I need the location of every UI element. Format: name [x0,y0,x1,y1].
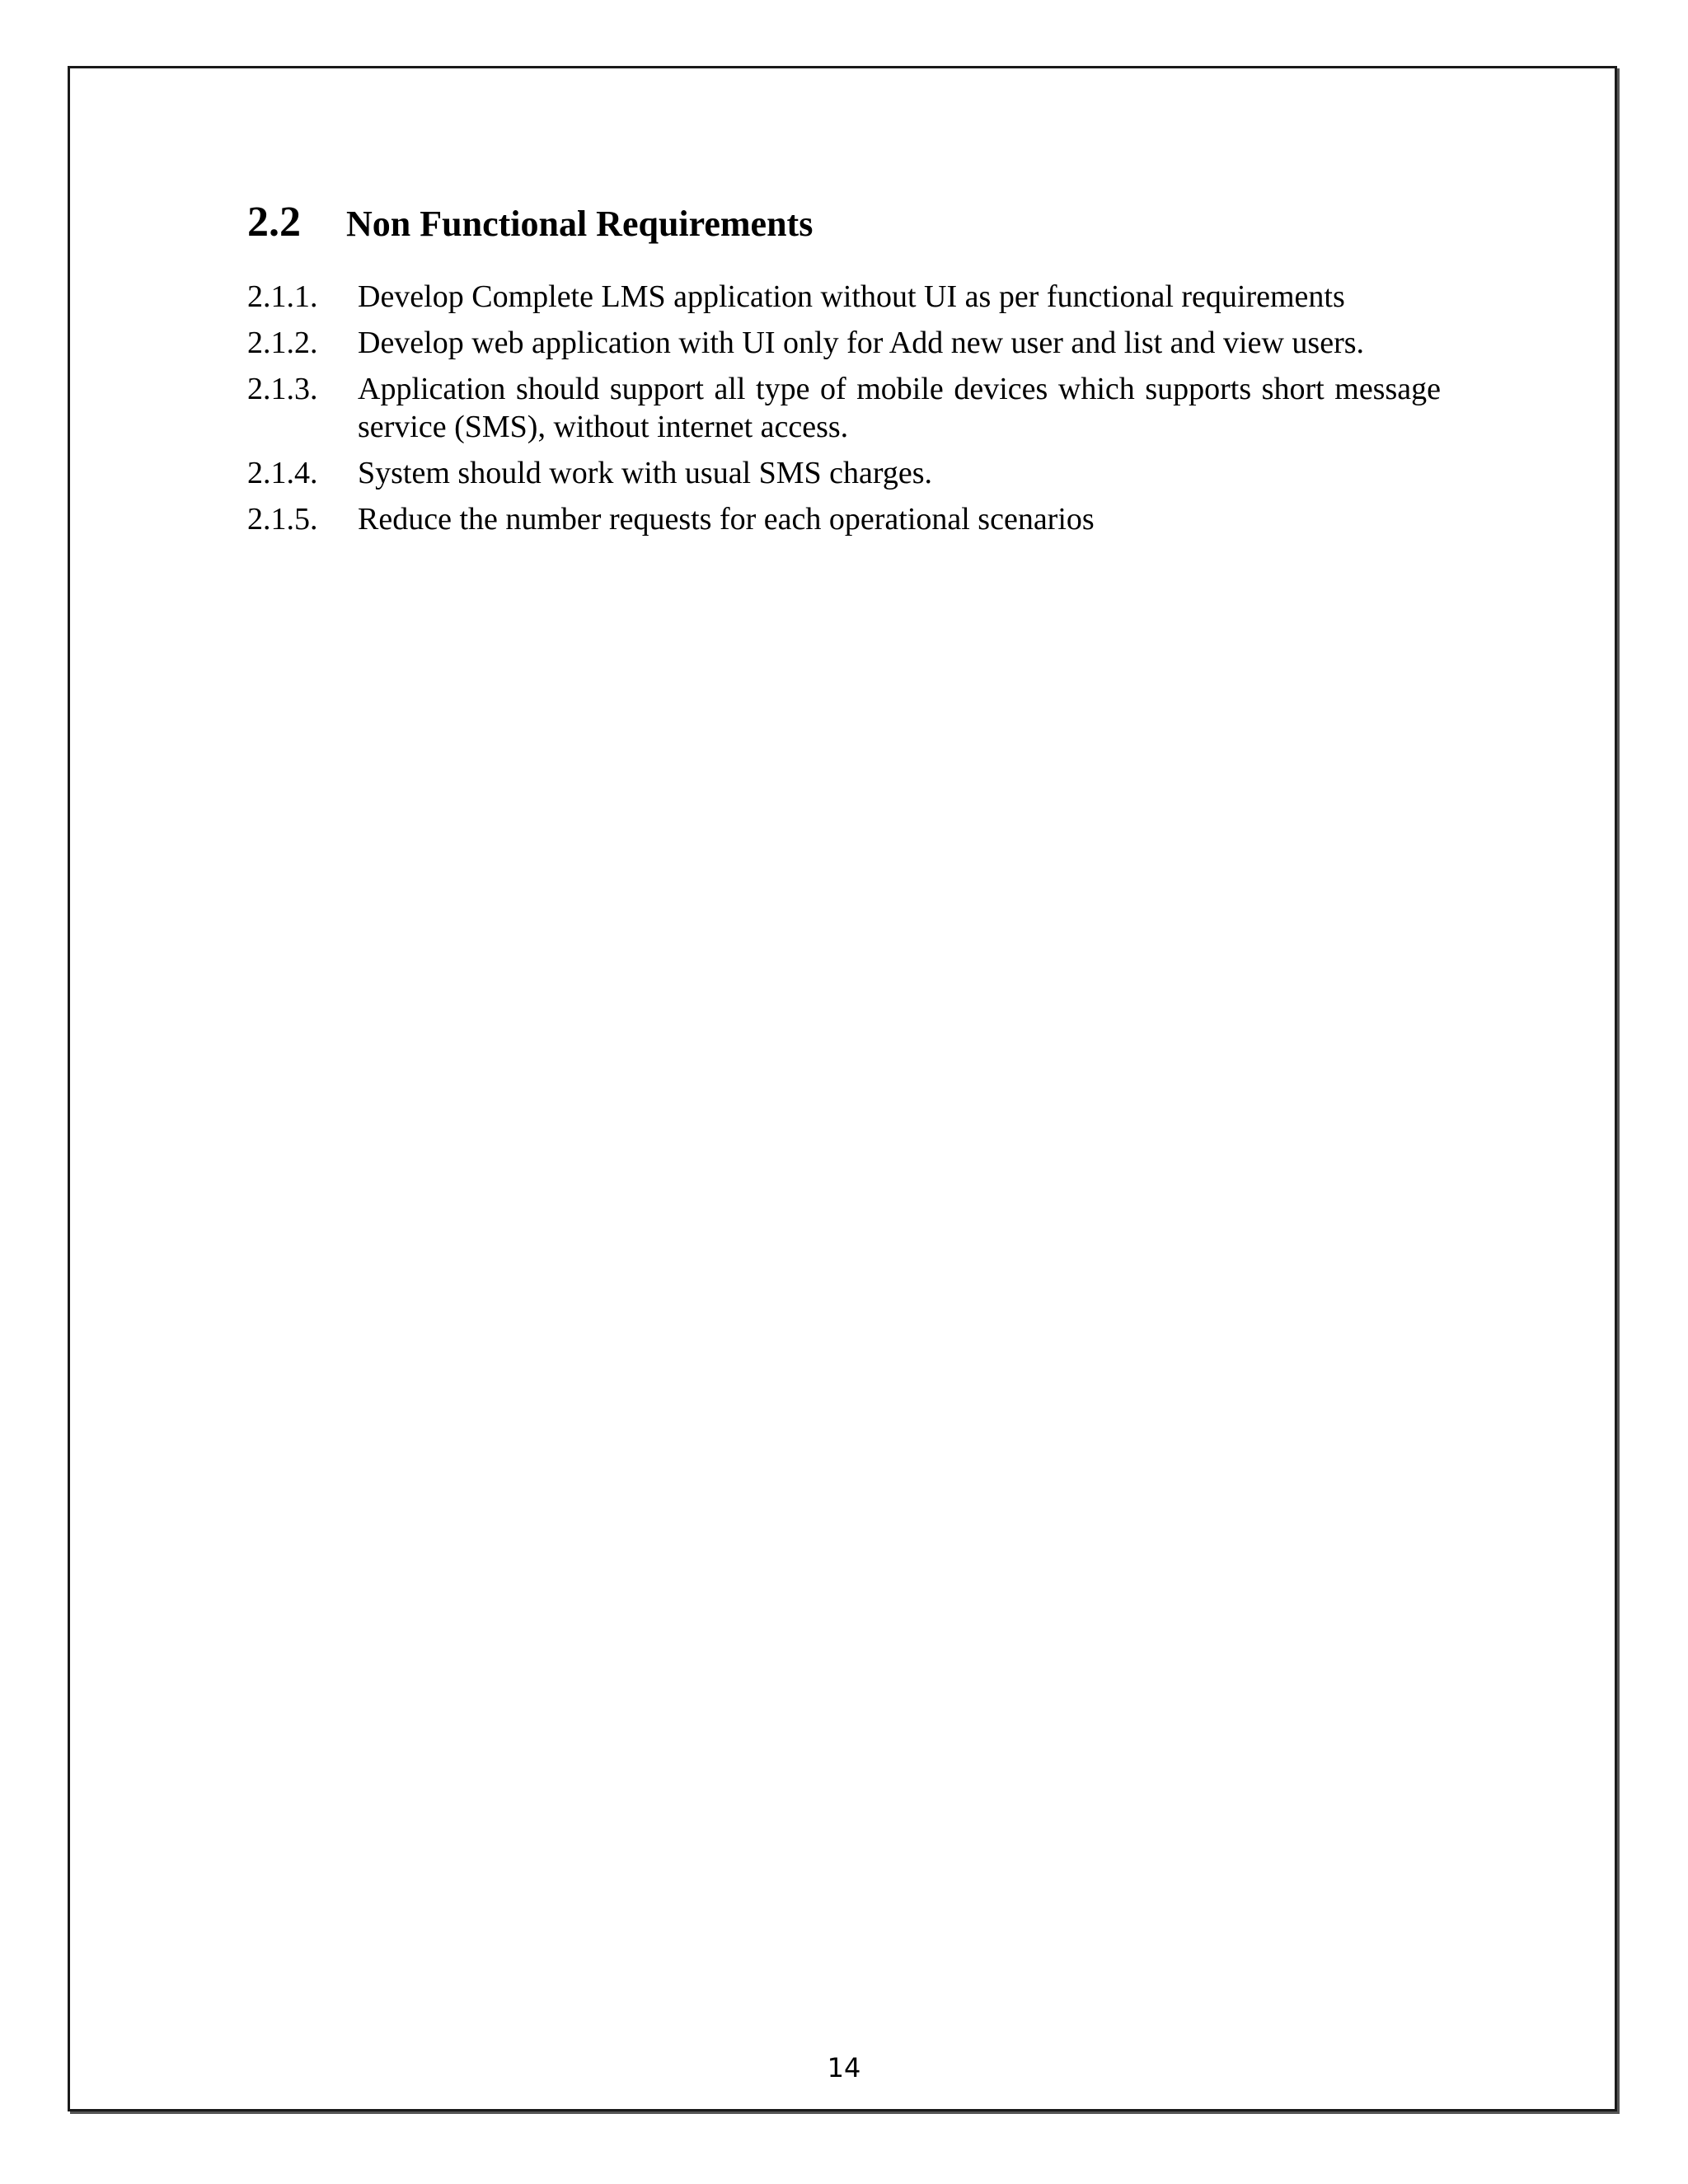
list-item [247,500,1441,538]
list-item-number: 2.1.1. [247,279,318,314]
section-heading [247,198,813,246]
list-item-text: Develop Complete LMS application without UI as per functional requirements [358,279,1345,314]
section-number: 2.2 [247,199,301,246]
list-item [247,454,1441,492]
list-item-number: 2.1.3. [247,372,318,406]
list-item-number: 2.1.5. [247,502,318,537]
list-item-text: Develop web application with UI only for Add new user and list and view users. [358,326,1365,360]
list-item-text: Reduce the number requests for each operational scenarios [358,502,1095,537]
page-number: 14 [827,2052,861,2083]
section-title: Non Functional Requirements [346,204,814,244]
list-item [247,370,1441,446]
list-item [247,324,1441,362]
list-item-number: 2.1.4. [247,456,318,490]
list-item-text: Application should support all type of mobile devices which supports short message service (SMS), without internet access. [358,372,1441,444]
list-item-text: System should work with usual SMS charges. [358,456,933,490]
requirements-list [247,278,1441,546]
list-item-number: 2.1.2. [247,326,318,360]
list-item [247,278,1441,316]
